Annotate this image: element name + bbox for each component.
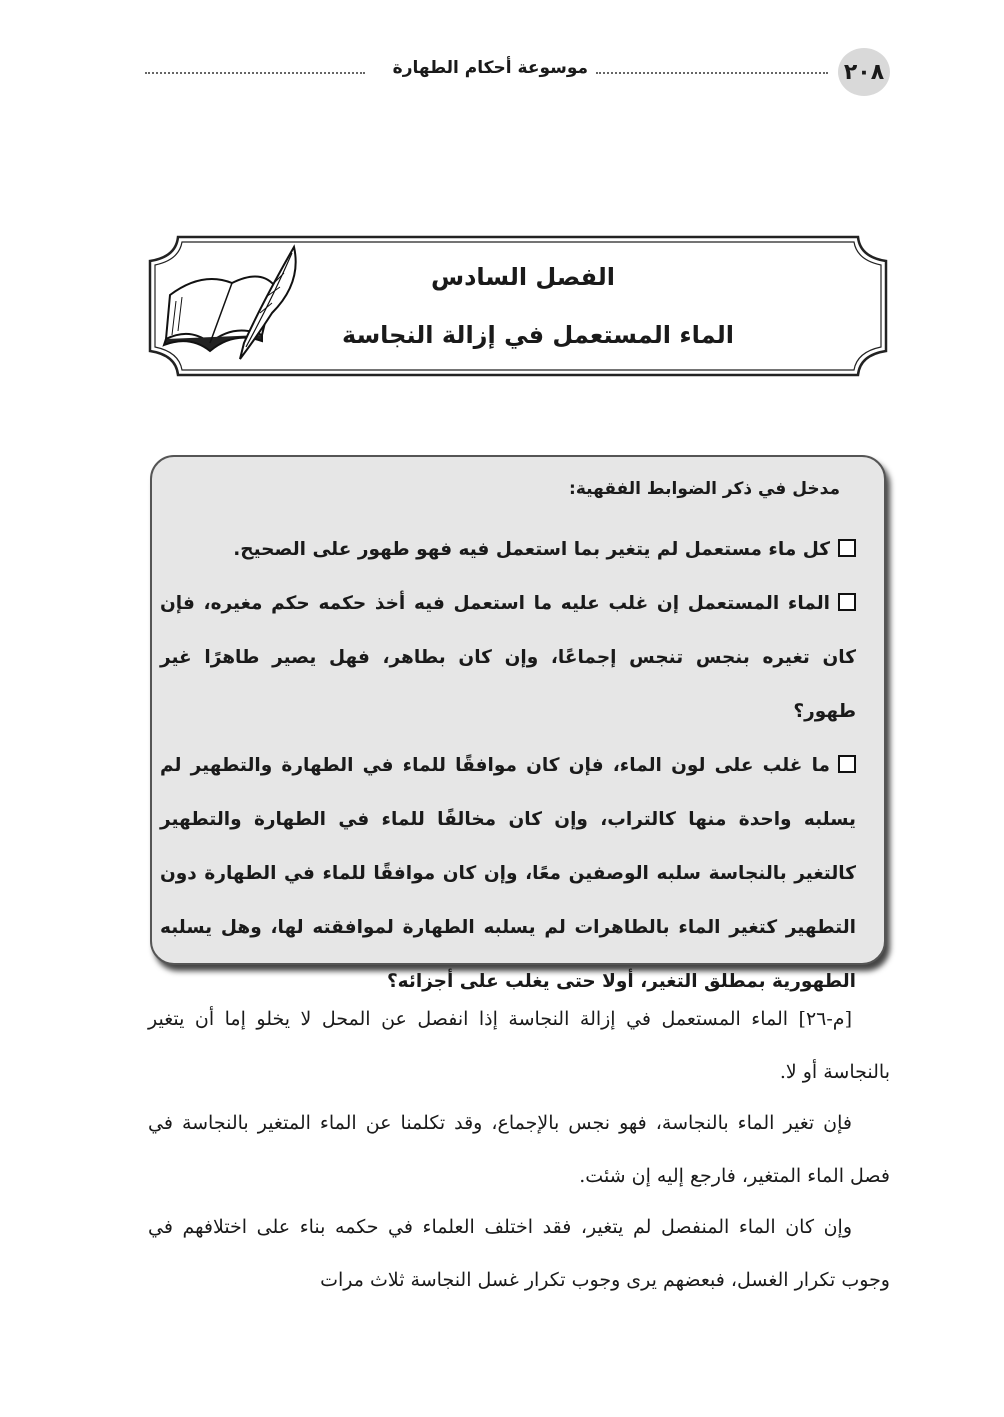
rule-text: الماء المستعمل إن غلب عليه ما استعمل فيه أخذ حكمه حكم مغيره، فإن كان تغيره بنجس تنجس إجماعًا، وإن كان بطاهر، فهل يصير طاهرًا غير طهور؟ [160, 593, 856, 722]
checkbox-bullet-icon [838, 539, 856, 557]
chapter-title: الماء المستعمل في إزالة النجاسة [342, 321, 734, 349]
header-dotted-rule-right [596, 72, 828, 74]
header-dotted-rule-left [145, 72, 365, 74]
book-and-quill-icon [162, 243, 302, 368]
rules-list [160, 523, 856, 1009]
checkbox-bullet-icon [838, 593, 856, 611]
checkbox-bullet-icon [838, 755, 856, 773]
running-title: موسوعة أحكام الطهارة [387, 58, 594, 78]
page-number: ٢٠٨ [838, 48, 890, 96]
rule-text: كل ماء مستعمل لم يتغير بما استعمل فيه فهو طهور على الصحيح. [233, 539, 830, 560]
page-header [145, 48, 890, 98]
rules-heading: مدخل في ذكر الضوابط الفقهية: [569, 479, 840, 499]
body-paragraph: وإن كان الماء المنفصل لم يتغير، فقد اختلف العلماء في حكمه بناء على اختلافهم في وجوب تكرار الغسل، فبعضهم يرى وجوب تكرار غسل النجاسة ثلاث مرات [148, 1216, 890, 1291]
rule-text: ما غلب على لون الماء، فإن كان موافقًا للماء في الطهارة والتطهير لم يسلبه واحدة منها كالتراب، وإن كان مخالفًا للماء في الطهارة والتطهير كالتغير بالنجاسة سلبه الوصفين معًا، وإن كان موافقًا للماء في الطهارة دون التطهير كتغير الماء بالطاهرات لم يسلبه الطهارة لموافقته لها، وهل يسلبه الطهورية بمطلق التغير، أولا حتى يغلب على أجزائه؟ [160, 755, 856, 992]
fiqh-rules-box [150, 455, 886, 992]
body-text [148, 993, 890, 1305]
rule-item [160, 577, 856, 739]
body-paragraph: فإن تغير الماء بالنجاسة، فهو نجس بالإجماع، وقد تكلمنا عن الماء المتغير بالنجاسة في فصل الماء المتغير، فارجع إليه إن شئت. [148, 1112, 890, 1187]
rule-item [160, 523, 856, 577]
body-paragraph: [م-٢٦] الماء المستعمل في إزالة النجاسة إذا انفصل عن المحل لا يخلو إما أن يتغير بالنجاسة أو لا. [148, 1008, 890, 1083]
chapter-label: الفصل السادس [430, 263, 616, 291]
chapter-title-frame [148, 235, 888, 377]
rule-item [160, 739, 856, 1009]
